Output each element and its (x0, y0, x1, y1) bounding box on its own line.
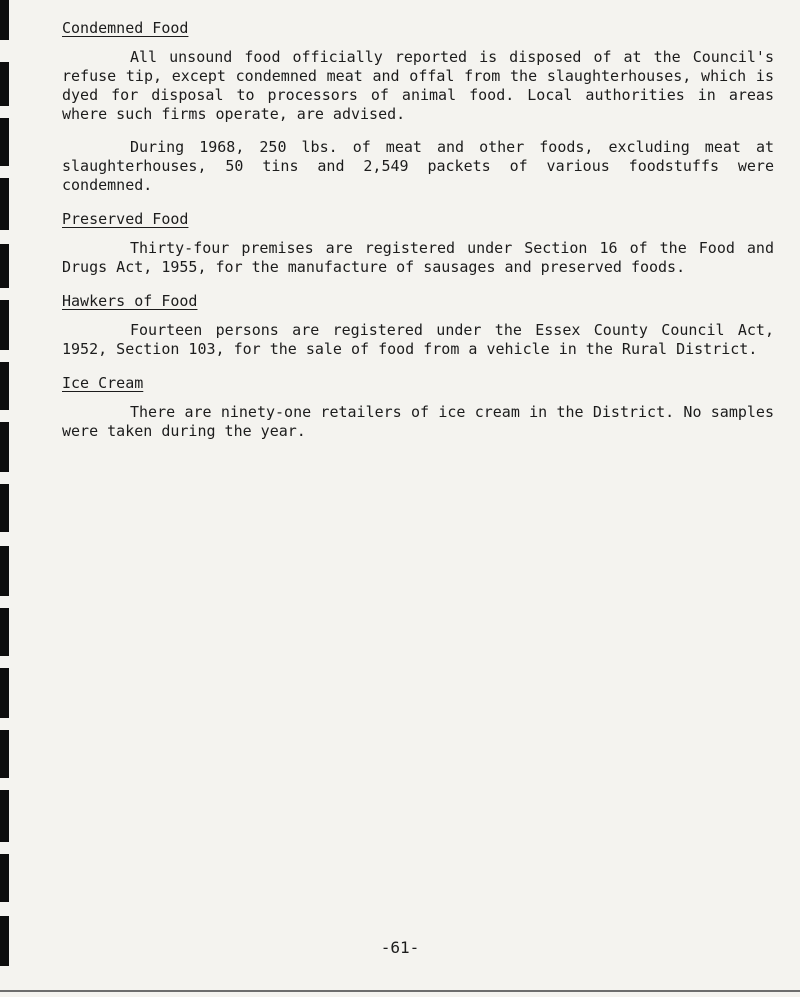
document-body (62, 18, 774, 455)
section-preserved-food (62, 209, 774, 277)
page-bottom-rule (0, 990, 800, 992)
heading-ice-cream: Ice Cream (62, 374, 144, 392)
heading-condemned-food: Condemned Food (62, 19, 189, 37)
section-condemned-food (62, 18, 774, 195)
paragraph-preserved-food: Thirty-four premises are registered under Section 16 of the Food and Drugs Act, 1955, for the manufacture of sausages and preserved foods. (62, 239, 774, 276)
paragraph-condemned-disposal: All unsound food officially reported is disposed of at the Council's refuse tip, except condemned meat and offal from the slaughterhouses, which is dyed for disposal to processors of animal food. Local authorities in areas where such firms operate, are advised. (62, 48, 774, 123)
heading-preserved-food: Preserved Food (62, 210, 189, 228)
binding-edge (0, 0, 9, 997)
paragraph-hawkers-of-food: Fourteen persons are registered under the Essex County Council Act, 1952, Section 103, for the sale of food from a vehicle in the Rural District. (62, 321, 774, 358)
page-number: -61- (380, 938, 420, 957)
section-hawkers-of-food (62, 291, 774, 359)
section-ice-cream (62, 373, 774, 441)
heading-hawkers-of-food: Hawkers of Food (62, 292, 198, 310)
paragraph-ice-cream: There are ninety-one retailers of ice cream in the District. No samples were taken during the year. (62, 403, 774, 440)
paragraph-condemned-quantities: During 1968, 250 lbs. of meat and other foods, excluding meat at slaughterhouses, 50 tins and 2,549 packets of various foodstuffs were condemned. (62, 138, 774, 194)
